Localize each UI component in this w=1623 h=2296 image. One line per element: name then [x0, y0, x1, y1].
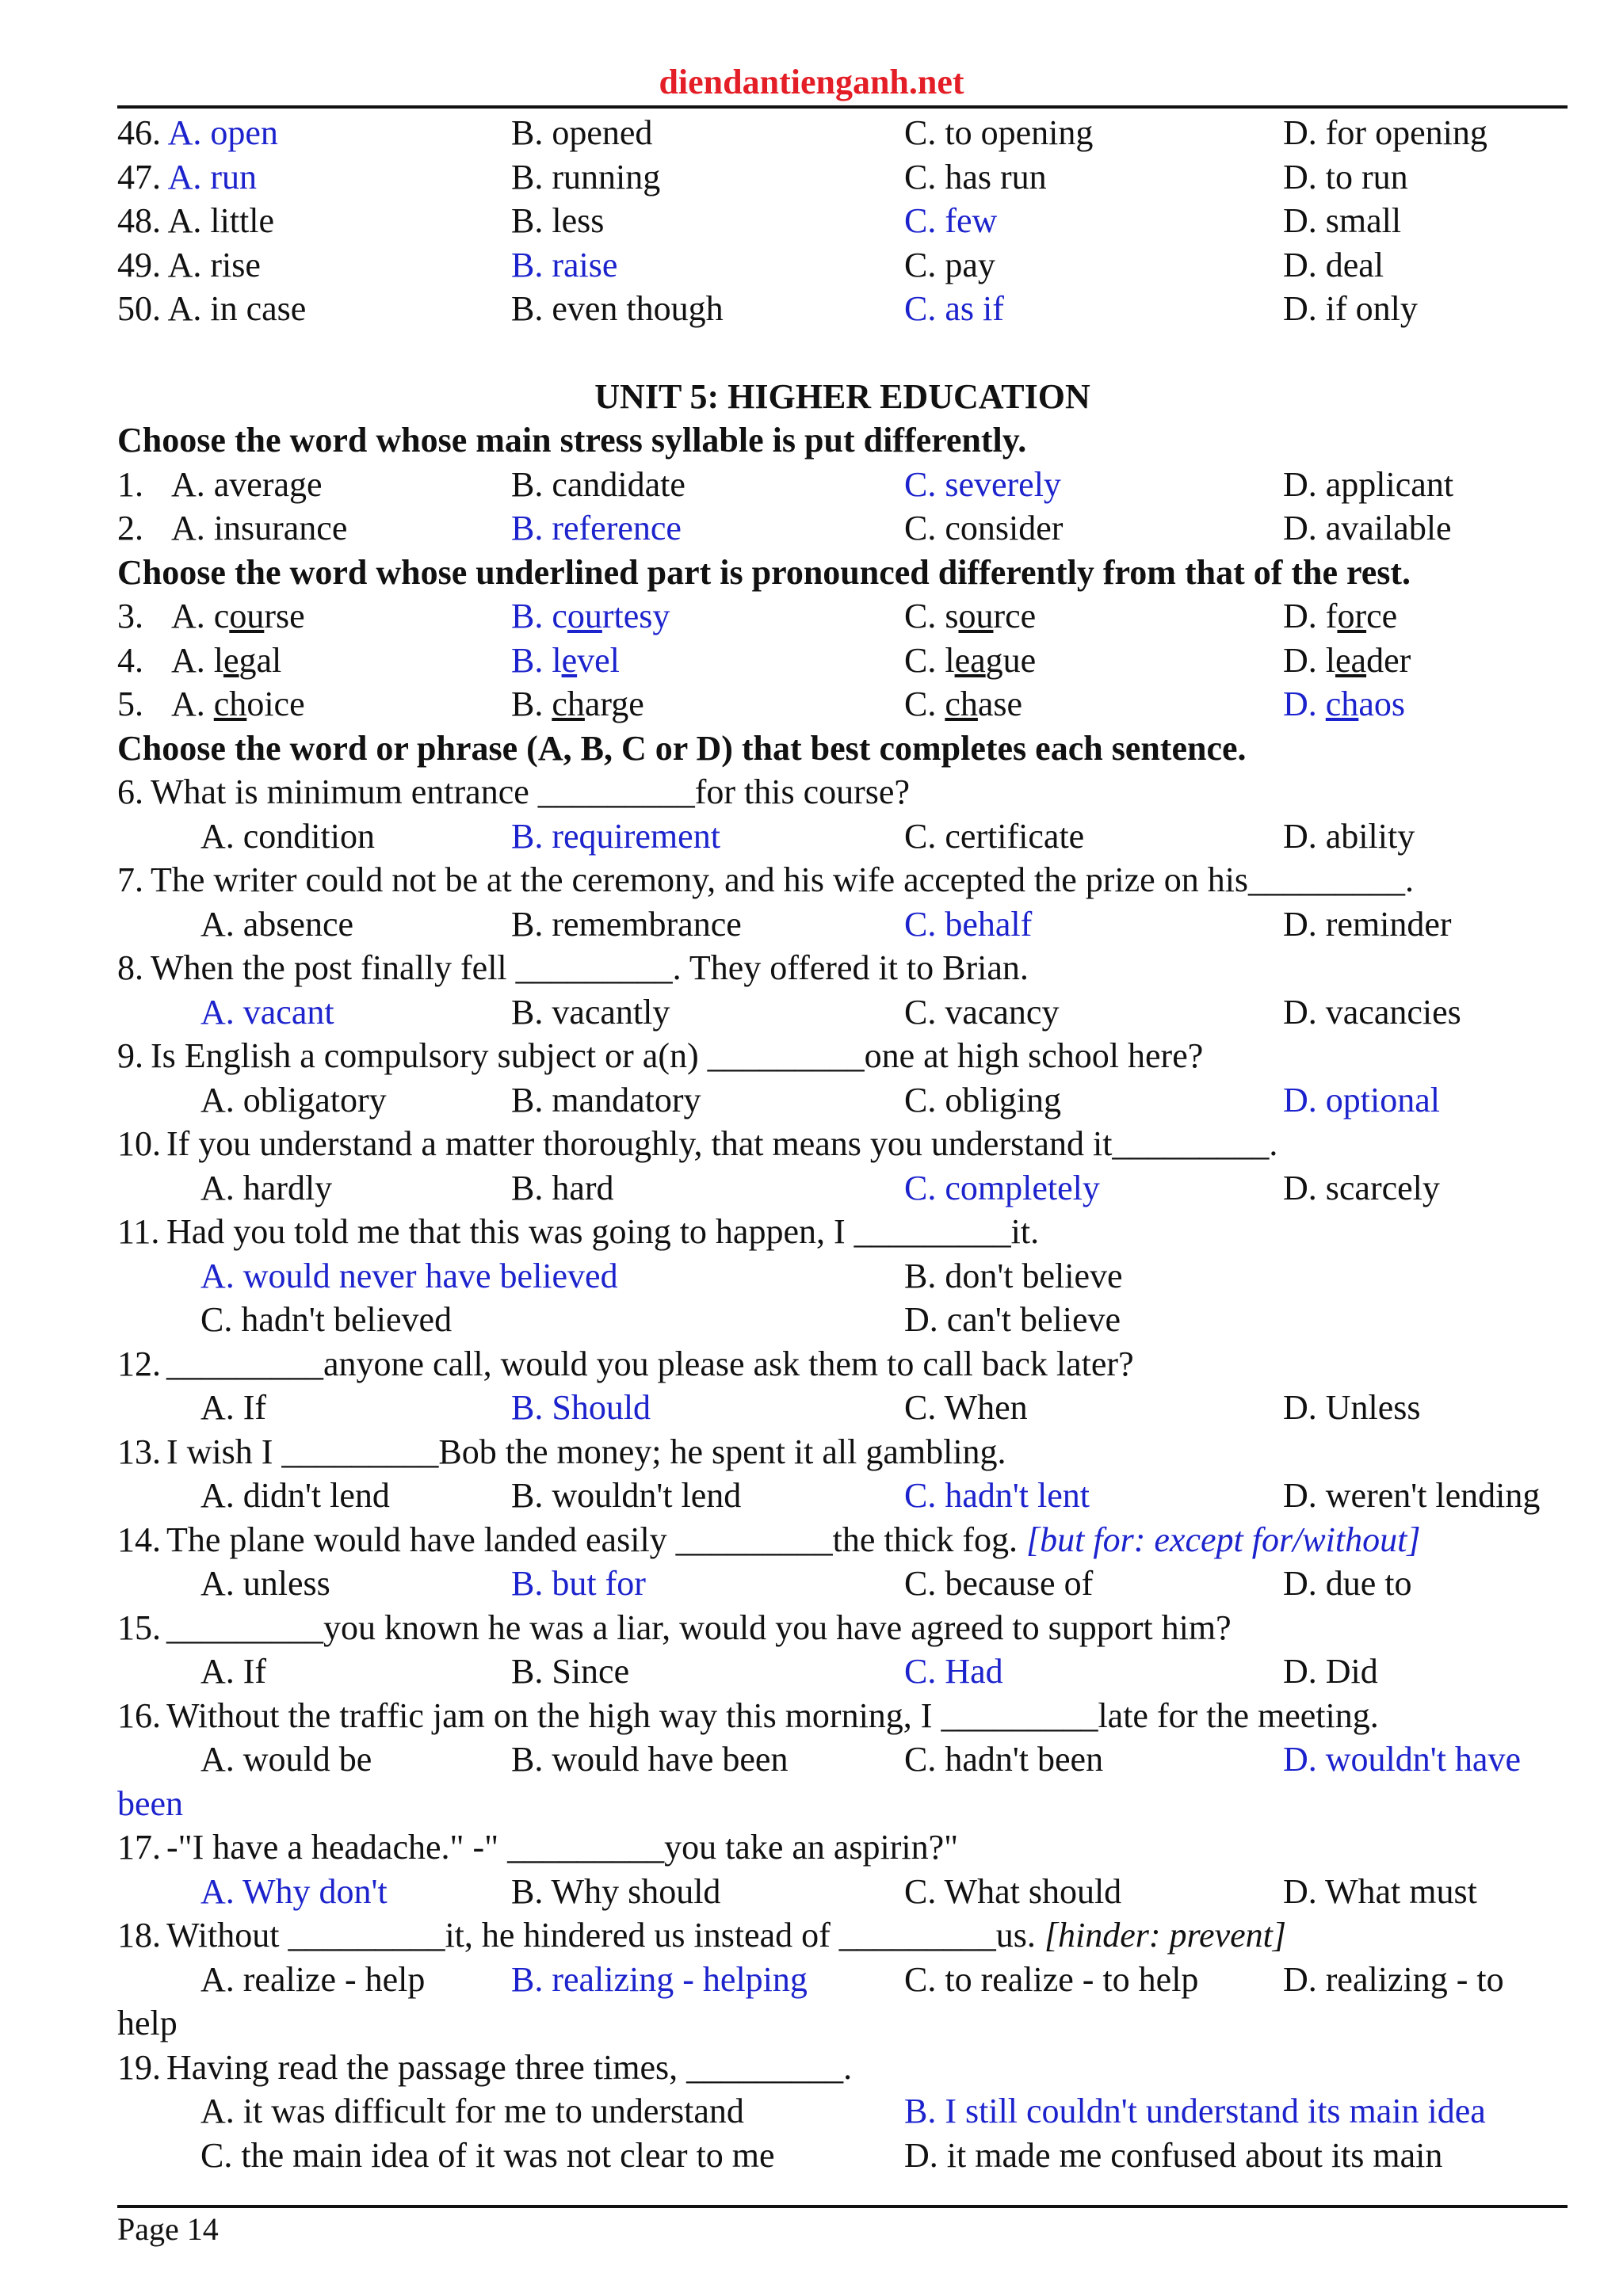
option-d: D. due to — [1283, 1564, 1412, 1603]
option-b: B. level — [511, 640, 620, 680]
option-c: C. What should — [904, 1871, 1122, 1911]
option-c: C. source — [904, 597, 1037, 635]
options-row — [117, 990, 1575, 1035]
option-a: A. average — [171, 464, 323, 504]
options-row — [117, 1254, 1575, 1299]
options-row — [117, 1562, 1575, 1606]
option-d: D. to run — [1283, 157, 1408, 196]
question-stem: What is minimum entrance _________for this course? — [151, 772, 910, 811]
option-d: D. wouldn't have — [1283, 1740, 1521, 1779]
question-number: 17. — [117, 1828, 161, 1867]
option-d: D. chaos — [1283, 685, 1405, 723]
question-number: 6. — [117, 772, 143, 811]
question-number: 16. — [117, 1695, 161, 1735]
question-stem: Having read the passage three times, _________. — [166, 2047, 853, 2087]
option-a: A. insurance — [171, 509, 348, 547]
option-c: C. because of — [904, 1564, 1094, 1603]
option-b: B. requirement — [511, 816, 720, 856]
option-d: D. weren't lending — [1283, 1476, 1541, 1515]
question-stem-row — [117, 1342, 1575, 1386]
option-c: C. Had — [904, 1652, 1003, 1691]
options-row — [117, 1870, 1575, 1914]
option-c: C. When — [904, 1388, 1028, 1427]
option-a: A. absence — [200, 904, 354, 944]
section-instruction: Choose the word whose main stress syllable is put differently. — [117, 421, 1027, 460]
option-c: C. league — [904, 640, 1037, 680]
option-d: D. vacancies — [1283, 992, 1461, 1032]
option-b: B. would have been — [511, 1740, 789, 1779]
option-a: A. run — [167, 157, 258, 196]
option-c: C. certificate — [904, 816, 1085, 856]
option-a: A. rise — [167, 245, 261, 284]
option-c: C. hadn't believed — [200, 1300, 453, 1339]
options-wrap-row — [117, 1782, 1575, 1826]
question-number: 5. — [117, 685, 143, 723]
option-c: C. completely — [904, 1168, 1100, 1207]
option-a: A. condition — [200, 816, 375, 856]
question-stem-row — [117, 1913, 1575, 1958]
option-a: A. obligatory — [200, 1080, 387, 1119]
option-b: B. realizing - helping — [511, 1959, 808, 1999]
option-b: B. Should — [511, 1388, 651, 1427]
question-row — [117, 506, 1575, 551]
option-d: D. ability — [1283, 816, 1415, 856]
question-stem-row — [117, 770, 1575, 814]
question-stem-row — [117, 946, 1575, 990]
option-a: A. choice — [171, 685, 305, 723]
options-row — [117, 1958, 1575, 2002]
question-row — [117, 243, 1575, 288]
question-row — [117, 682, 1575, 727]
option-b: B. vacantly — [511, 992, 670, 1032]
option-c: C. obliging — [904, 1080, 1062, 1119]
option-c: C. to opening — [904, 113, 1094, 152]
question-row — [117, 199, 1575, 243]
question-stem-row — [117, 1825, 1575, 1870]
question-stem: _________anyone call, would you please ask them to call back later? — [166, 1344, 1134, 1383]
option-d: D. Unless — [1283, 1388, 1421, 1427]
option-d: D. leader — [1283, 640, 1411, 680]
option-d: D. scarcely — [1283, 1168, 1440, 1207]
option-b: B. I still couldn't understand its main idea — [904, 2092, 1486, 2130]
page-number: Page 14 — [117, 2211, 219, 2247]
question-number: 15. — [117, 1608, 161, 1647]
question-stem: Without _________it, he hindered us instead of _________us. — [166, 1916, 1036, 1955]
question-row — [117, 639, 1575, 683]
option-c: C. hadn't lent — [904, 1476, 1090, 1515]
question-number: 1. — [117, 464, 143, 504]
question-stem-row — [117, 1430, 1575, 1474]
option-d: D. realizing - to — [1283, 1959, 1504, 1999]
question-row — [117, 287, 1575, 331]
option-a: A. If — [200, 1652, 267, 1691]
option-b: B. opened — [511, 113, 653, 152]
question-stem: The plane would have landed easily _________the thick fog. — [166, 1520, 1018, 1559]
question-stem-row — [117, 858, 1575, 902]
options-row — [117, 2089, 1575, 2134]
question-number: 8. — [117, 948, 143, 987]
option-a: A. little — [167, 201, 275, 240]
options-row — [117, 1650, 1575, 1694]
options-row — [117, 1474, 1575, 1518]
option-d: D. available — [1283, 509, 1452, 547]
options-row — [117, 1737, 1575, 1782]
question-stem: Without the traffic jam on the high way this morning, I _________late for the meeting. — [166, 1695, 1379, 1735]
option-c: C. few — [904, 201, 998, 240]
option-b: B. raise — [511, 245, 618, 284]
option-d: D. optional — [1283, 1080, 1440, 1119]
question-number: 12. — [117, 1344, 161, 1383]
question-number: 18. — [117, 1916, 161, 1955]
question-number: 49. — [117, 245, 161, 284]
option-c: C. vacancy — [904, 992, 1060, 1032]
question-number: 14. — [117, 1520, 161, 1559]
options-row — [117, 902, 1575, 947]
question-number: 13. — [117, 1432, 161, 1471]
options-row — [117, 1078, 1575, 1123]
option-a: A. realize - help — [200, 1959, 426, 1999]
question-number: 11. — [117, 1212, 160, 1251]
question-stem-row — [117, 1606, 1575, 1650]
question-number: 19. — [117, 2047, 161, 2087]
grammar-note: [hinder: prevent] — [1044, 1916, 1286, 1955]
worksheet-content — [117, 111, 1575, 2177]
question-stem-row — [117, 1694, 1575, 1738]
option-b: B. charge — [511, 685, 644, 723]
option-d: D. Did — [1283, 1652, 1378, 1691]
option-a: A. hardly — [200, 1168, 333, 1207]
option-a: A. would never have believed — [200, 1256, 618, 1295]
question-number: 50. — [117, 289, 161, 328]
question-stem-row — [117, 1122, 1575, 1166]
option-a: A. legal — [171, 640, 282, 680]
option-a: A. Why don't — [200, 1871, 388, 1911]
option-d: D. it made me confused about its main — [904, 2135, 1443, 2175]
question-number: 4. — [117, 640, 143, 680]
option-c: C. has run — [904, 157, 1047, 196]
option-a: A. vacant — [200, 992, 334, 1032]
option-d: D. What must — [1283, 1871, 1477, 1911]
option-b: B. courtesy — [511, 597, 670, 635]
option-b: B. hard — [511, 1168, 614, 1207]
options-row — [117, 1386, 1575, 1430]
option-b: B. even though — [511, 289, 724, 328]
grammar-note: [but for: except for/without] — [1026, 1520, 1421, 1559]
option-c: C. as if — [904, 289, 1004, 328]
question-stem: Is English a compulsory subject or a(n) _________one at high school here? — [151, 1036, 1204, 1075]
option-b: B. remembrance — [511, 904, 742, 944]
option-b: B. but for — [511, 1564, 646, 1603]
question-number: 46. — [117, 113, 161, 152]
question-stem: When the post finally fell _________. They offered it to Brian. — [151, 948, 1029, 987]
question-row — [117, 594, 1575, 639]
option-c: C. chase — [904, 685, 1023, 723]
question-stem-row — [117, 1518, 1575, 1562]
option-d: D. for opening — [1283, 113, 1487, 152]
options-row — [117, 2134, 1575, 2178]
site-title: diendantienganh.net — [659, 63, 964, 101]
option-a: A. unless — [200, 1564, 330, 1603]
question-number: 3. — [117, 597, 143, 635]
question-number: 48. — [117, 201, 161, 240]
option-c: C. severely — [904, 464, 1061, 504]
option-d: D. reminder — [1283, 904, 1452, 944]
question-stem: The writer could not be at the ceremony, and his wife accepted the prize on his_________. — [151, 860, 1415, 899]
question-stem: Had you told me that this was going to happen, I _________it. — [166, 1212, 1040, 1251]
option-b: B. mandatory — [511, 1080, 701, 1119]
option-d: D. can't believe — [904, 1300, 1121, 1339]
option-d: D. deal — [1283, 245, 1384, 284]
option-d-wrap: help — [117, 2004, 178, 2042]
section-instruction: Choose the word whose underlined part is pronounced differently from that of the rest. — [117, 552, 1411, 592]
option-b: B. wouldn't lend — [511, 1476, 742, 1515]
option-a: A. in case — [167, 289, 307, 328]
option-a: A. course — [171, 597, 305, 635]
question-row — [117, 155, 1575, 200]
footer-rule — [117, 2205, 1568, 2208]
option-a: A. would be — [200, 1740, 372, 1779]
options-row — [117, 1166, 1575, 1211]
header-rule — [117, 105, 1568, 109]
question-number: 10. — [117, 1124, 161, 1163]
question-number: 2. — [117, 509, 143, 547]
option-b: B. Why should — [511, 1871, 721, 1911]
option-a: A. open — [167, 113, 278, 152]
option-d: D. force — [1283, 597, 1398, 635]
question-stem-row — [117, 2046, 1575, 2090]
option-c: C. behalf — [904, 904, 1033, 944]
option-d-wrap: been — [117, 1783, 184, 1823]
option-d: D. applicant — [1283, 464, 1454, 504]
question-number: 7. — [117, 860, 143, 899]
question-number: 47. — [117, 157, 161, 196]
section-instruction: Choose the word or phrase (A, B, C or D) that best completes each sentence. — [117, 728, 1247, 768]
option-b: B. reference — [511, 509, 682, 547]
question-stem-row — [117, 1034, 1575, 1078]
question-stem: I wish I _________Bob the money; he spent it all gambling. — [166, 1432, 1006, 1471]
question-stem: If you understand a matter thoroughly, that means you understand it_________. — [166, 1124, 1278, 1163]
option-a: A. didn't lend — [200, 1476, 390, 1515]
option-d: D. small — [1283, 201, 1402, 240]
option-a: A. If — [200, 1388, 267, 1427]
question-row — [117, 111, 1575, 155]
option-a: A. it was difficult for me to understand — [200, 2092, 744, 2130]
option-b: B. candidate — [511, 464, 685, 504]
option-b: B. less — [511, 201, 605, 240]
option-d: D. if only — [1283, 289, 1418, 328]
question-number: 9. — [117, 1036, 143, 1075]
options-row — [117, 814, 1575, 859]
option-b: B. Since — [511, 1652, 630, 1691]
option-c: C. to realize - to help — [904, 1959, 1199, 1999]
unit-title: UNIT 5: HIGHER EDUCATION — [594, 376, 1090, 416]
option-b: B. don't believe — [904, 1256, 1123, 1295]
option-c: C. hadn't been — [904, 1740, 1104, 1779]
option-c: C. consider — [904, 509, 1064, 547]
question-stem: -"I have a headache." -" _________you take an aspirin?" — [166, 1828, 959, 1867]
question-stem-row — [117, 1210, 1575, 1254]
question-row — [117, 463, 1575, 507]
options-wrap-row — [117, 2001, 1575, 2046]
option-c: C. pay — [904, 245, 995, 284]
option-b: B. running — [511, 157, 661, 196]
option-c: C. the main idea of it was not clear to me — [200, 2135, 775, 2175]
question-stem: _________you known he was a liar, would you have agreed to support him? — [166, 1608, 1232, 1647]
options-row — [117, 1298, 1575, 1342]
